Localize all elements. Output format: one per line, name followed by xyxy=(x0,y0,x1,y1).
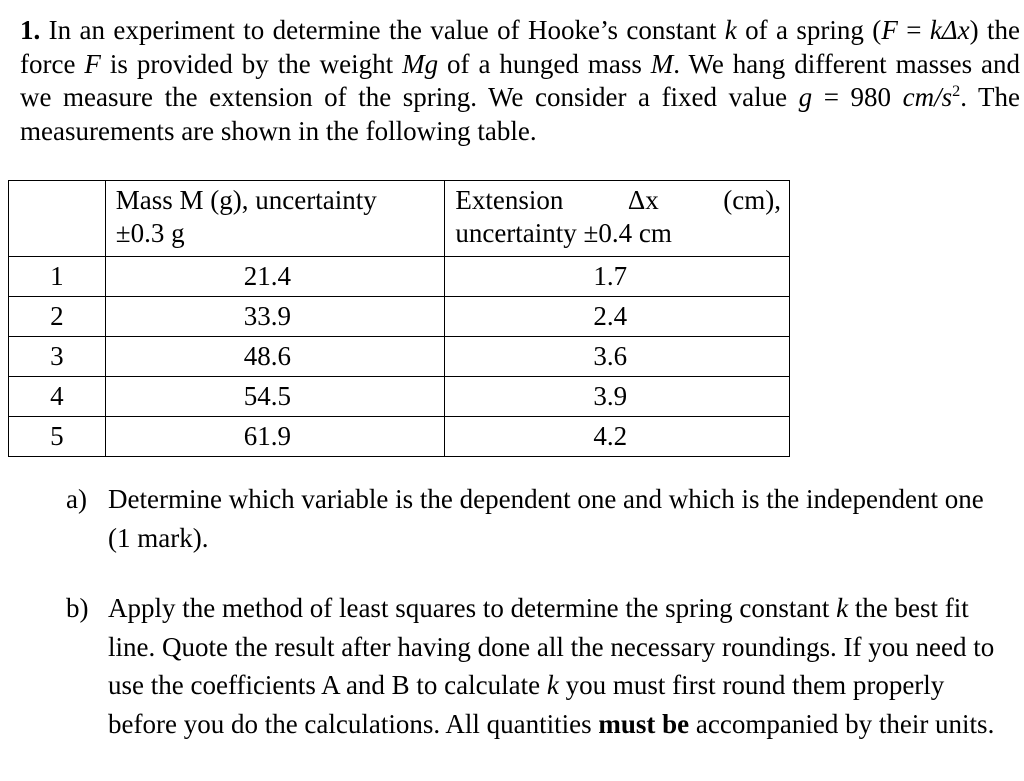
problem-text: . We hang different masses and we measure the extension of the spring. We consider a fixed value xyxy=(20,48,1021,112)
symbol-M: M xyxy=(650,48,674,79)
question-b-label: b) xyxy=(66,593,89,623)
row-index: 3 xyxy=(9,337,106,377)
problem-text: = 980 xyxy=(812,82,903,112)
problem-text: is provided by the weight xyxy=(109,48,394,79)
table-row xyxy=(9,257,790,297)
symbol-Mg: Mg xyxy=(402,48,439,79)
row-extension: 3.6 xyxy=(445,337,790,377)
problem-number: 1. xyxy=(20,15,41,45)
formula-delta-x: Δx xyxy=(941,15,970,45)
unit-g: cm/s xyxy=(902,82,953,112)
symbol-g: g xyxy=(798,82,813,112)
header-index-cell xyxy=(9,181,106,257)
problem-text: ) the force xyxy=(20,15,1021,79)
questions-list xyxy=(66,480,996,775)
problem-text: In an experiment to determine the value of Hooke’s constant xyxy=(48,15,717,45)
header-extension-symbol: Δx xyxy=(627,185,659,215)
symbol-F: F xyxy=(84,48,101,79)
row-extension: 3.9 xyxy=(445,377,790,417)
row-index: 2 xyxy=(9,297,106,337)
row-mass: 21.4 xyxy=(105,257,445,297)
header-extension-line2: uncertainty ±0.4 cm xyxy=(455,218,672,248)
symbol-k: k xyxy=(724,15,737,45)
problem-text: . The measurements are shown in the following table. xyxy=(20,82,1021,146)
row-extension: 1.7 xyxy=(445,257,790,297)
question-a-text: Determine which variable is the dependent one and which is the independent one (1 mark). xyxy=(108,484,984,553)
question-b-text-part: you must first round them properly before you do the calculations. All quantities xyxy=(108,670,945,739)
row-extension: 4.2 xyxy=(445,417,790,457)
problem-text: of a spring ( xyxy=(745,15,882,45)
emphasis-must-be: must be xyxy=(598,708,690,739)
table-header-row xyxy=(9,181,790,257)
row-index: 5 xyxy=(9,417,106,457)
formula-k: k xyxy=(929,15,942,45)
row-mass: 33.9 xyxy=(105,297,445,337)
question-a xyxy=(66,480,996,557)
problem-statement xyxy=(20,14,1020,148)
row-index: 4 xyxy=(9,377,106,417)
table-row xyxy=(9,377,790,417)
row-mass: 48.6 xyxy=(105,337,445,377)
question-b-text xyxy=(108,589,996,743)
row-extension: 2.4 xyxy=(445,297,790,337)
header-mass-line2: ±0.3 g xyxy=(115,218,185,248)
unit-exponent: 2 xyxy=(952,82,961,100)
header-extension-unit: (cm), xyxy=(723,185,781,215)
table-row xyxy=(9,417,790,457)
question-b xyxy=(66,589,996,743)
question-b-text-part: Apply the method of least squares to determine the spring constant xyxy=(108,593,830,623)
question-b-text-part: the best fit line. Quote the result after having done all the necessary roundings. If you need to use the coefficients A and B to calculate xyxy=(108,593,995,700)
measurements-table xyxy=(8,180,790,457)
symbol-k: k xyxy=(836,593,849,623)
header-extension-word: Extension xyxy=(455,185,564,215)
question-b-text-part: accompanied by their units. xyxy=(695,708,995,739)
row-index: 1 xyxy=(9,257,106,297)
table-row xyxy=(9,297,790,337)
header-mass-line1: Mass M (g), uncertainty xyxy=(115,185,377,215)
row-mass: 61.9 xyxy=(105,417,445,457)
formula-F: F xyxy=(881,15,898,45)
formula-equals: = xyxy=(897,15,930,45)
header-extension-cell xyxy=(445,181,790,257)
header-extension-line1 xyxy=(455,184,781,217)
row-mass: 54.5 xyxy=(105,377,445,417)
symbol-k: k xyxy=(546,670,559,700)
problem-text: of a hunged mass xyxy=(447,48,642,79)
header-mass-cell xyxy=(105,181,445,257)
question-a-label: a) xyxy=(66,484,87,514)
table-row xyxy=(9,337,790,377)
